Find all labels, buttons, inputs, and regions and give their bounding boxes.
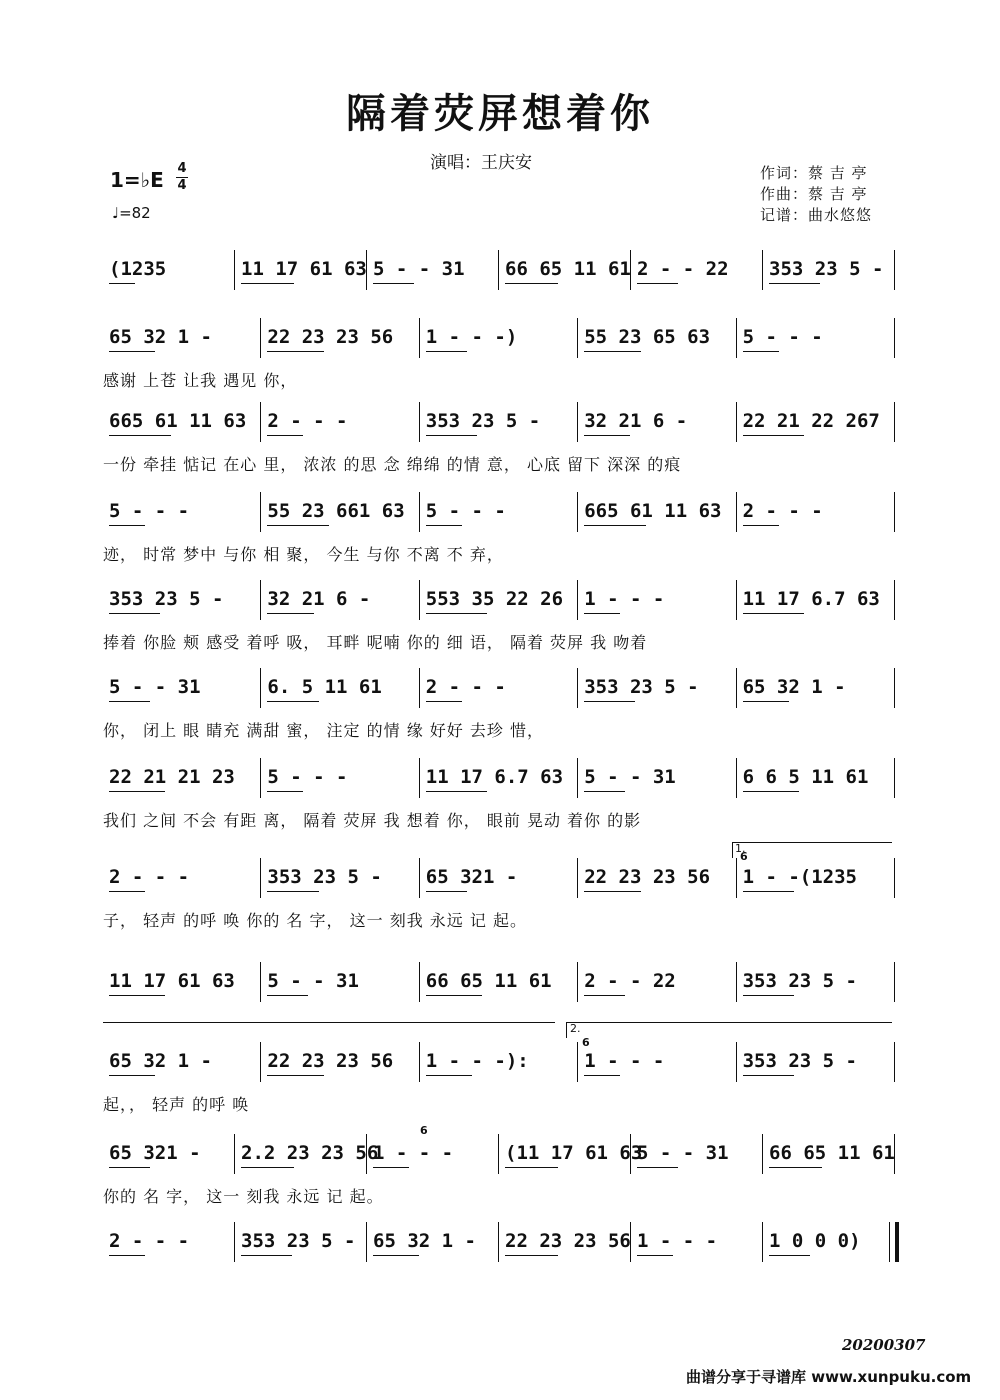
measure: 1 - - - [637,1230,718,1252]
barline [419,318,420,358]
measure: 2 - - 22 [584,970,676,992]
beam-underline [267,351,323,352]
barline [577,668,578,708]
measure: 55 23 65 63 [584,326,711,348]
beam-underline [267,791,303,792]
beam-underline [373,1255,419,1256]
beam-underline [769,1255,810,1256]
beam-underline [109,283,135,284]
score-line [103,758,895,858]
barline [894,962,895,1002]
beam-underline [109,525,145,526]
barline [498,250,499,290]
measure: 22 23 23 56 [267,326,394,348]
barline [736,402,737,442]
measure: 1 - -(1235 [742,866,857,888]
barline [894,580,895,620]
beam-underline [109,1255,145,1256]
beam-underline [267,701,318,702]
grace-note-mark: 6 [420,1124,428,1137]
barline [630,1134,631,1174]
beam-underline [505,1167,558,1168]
measure: 1 - - - [584,588,665,610]
measure: 353 23 5 - [241,1230,356,1252]
barline [736,962,737,1002]
beam-underline [109,701,150,702]
barline [762,1222,763,1262]
measure: 353 23 5 - [109,588,224,610]
measure: 5 - - 31 [373,258,465,280]
beam-underline [769,1167,822,1168]
lyricist-credit: 作词：蔡 吉 亭 [760,164,868,182]
measure: 5 - - 31 [637,1142,729,1164]
beam-underline [743,891,794,892]
barline [234,1134,235,1174]
barline [894,1134,895,1174]
beam-underline [241,1167,294,1168]
measure: 11 17 6.7 63 [742,588,880,610]
barline [577,402,578,442]
beam-underline [584,1075,620,1076]
notes-row [103,668,895,708]
beam-underline [584,525,646,526]
barline [894,858,895,898]
beam-underline [373,283,414,284]
barline [260,1042,261,1082]
score-line [103,492,895,592]
measure: 353 23 5 - [584,676,699,698]
barline [260,580,261,620]
lyric-line: 子， 轻声 的呼 唤 你的 名 字， 这一 刻我 永远 记 起。 [103,911,527,930]
measure: 11 17 61 63 [109,970,235,992]
barline [260,318,261,358]
key-signature: 1=♭E [110,168,164,192]
measure: 2 - - - [109,866,190,888]
lyric-line: 你的 名 字， 这一 刻我 永远 记 起。 [103,1187,384,1206]
barline [577,962,578,1002]
measure: (11 17 61 63 [505,1142,643,1164]
barline [260,758,261,798]
measure: 65 32 1 - [109,1050,212,1072]
beam-underline [241,1255,292,1256]
barline [762,250,763,290]
beam-underline [109,435,171,436]
measure: 353 23 5 - [742,970,857,992]
measure: 11 17 6.7 63 [425,766,564,788]
time-signature-top: 4 [177,161,187,176]
score-line [103,402,895,502]
measure: 65 32 1 - [109,326,212,348]
notation-credit: 记谱：曲水悠悠 [760,206,873,224]
beam-underline [109,891,145,892]
measure: 353 23 5 - [742,1050,857,1072]
measure: 11 17 61 63 [241,258,367,280]
notes-row [103,758,895,798]
measure: 2 - - - [742,500,823,522]
notes-row [103,962,895,1002]
measure: 353 23 5 - [769,258,884,280]
measure: 6. 5 11 61 [267,676,382,698]
measure: 1 0 0 0) [769,1230,861,1252]
barline [736,492,737,532]
score-line [103,858,895,958]
beam-underline [743,791,799,792]
measure: 353 23 5 - [425,410,541,432]
notes-row [103,318,895,358]
notes-row [103,1042,895,1082]
beam-underline [109,613,160,614]
barline [736,1042,737,1082]
measure: 2 - - - [109,1230,190,1252]
singer-credit: 演唱：王庆安 [430,153,532,173]
barline [419,758,420,798]
time-signature-bottom: 4 [177,178,187,193]
volta-bracket-second [566,1022,892,1023]
measure: 2 - - - [425,676,506,698]
lyric-line: 我们 之间 不会 有距 离， 隔着 荧屏 我 想着 你， 眼前 晃动 着你 的影 [103,811,642,830]
barline [366,1134,367,1174]
beam-underline [426,891,467,892]
repeat-bracket-line [103,1022,555,1023]
barline [577,580,578,620]
lyric-line: 捧着 你脸 颊 感受 着呼 吸， 耳畔 呢喃 你的 细 语， 隔着 荧屏 我 吻着 [103,633,648,652]
beam-underline [743,613,805,614]
barline [366,1222,367,1262]
time-signature [176,162,188,193]
beam-underline [505,283,558,284]
lyric-line: 起，， 轻声 的呼 唤 [103,1095,250,1114]
measure: 2 - - 22 [637,258,729,280]
barline [894,492,895,532]
measure: 665 61 11 63 [109,410,247,432]
barline [894,250,895,290]
volta-label-first: 1. [735,842,746,855]
barline [577,758,578,798]
beam-underline [426,351,467,352]
measure: 5 - - 31 [109,676,201,698]
beam-underline [267,891,318,892]
measure: 65 321 - [425,866,518,888]
beam-underline [241,283,294,284]
barline [498,1222,499,1262]
measure: 22 21 21 23 [109,766,235,788]
barline [366,250,367,290]
barline [736,858,737,898]
lyric-line: 感谢 上苍 让我 遇见 你， [103,371,298,390]
notes-row [103,1222,895,1262]
barline [498,1134,499,1174]
volta-bracket-second-edge [566,1022,567,1038]
notes-row [103,492,895,532]
measure: 5 - - - [267,766,348,788]
barline [894,318,895,358]
measure: 353 23 5 - [267,866,382,888]
grace-note-mark: 6 [740,850,748,863]
volta-bracket-first-edge [732,842,733,858]
beam-underline [109,1167,150,1168]
barline [894,758,895,798]
barline [419,668,420,708]
barline [894,1042,895,1082]
barline [260,668,261,708]
beam-underline [769,283,820,284]
beam-underline [743,351,779,352]
measure: 5 - - - [742,326,823,348]
measure: 32 21 6 - [267,588,371,610]
measure: 5 - - - [425,500,506,522]
volta-bracket-first [732,842,892,843]
beam-underline [743,435,805,436]
barline [419,962,420,1002]
barline [260,858,261,898]
barline [419,858,420,898]
barline [260,492,261,532]
score-line [103,1042,895,1142]
barline [234,250,235,290]
measure: 1 - - -) [425,326,518,348]
lyric-line: 你， 闭上 眼 睛充 满甜 蜜， 注定 的情 缘 好好 去珍 惜， [103,721,544,740]
measure: 22 23 23 56 [505,1230,631,1252]
beam-underline [267,435,303,436]
beam-underline [637,1167,678,1168]
measure: 65 32 1 - [742,676,846,698]
lyric-line: 迹， 时常 梦中 与你 相 聚， 今生 与你 不离 不 弃， [103,545,504,564]
tempo-marking: ♩=82 [112,204,151,222]
measure: 665 61 11 63 [584,500,722,522]
beam-underline [426,435,477,436]
barline [419,402,420,442]
measure: 22 23 23 56 [267,1050,394,1072]
beam-underline [109,791,165,792]
barline [630,250,631,290]
barline [260,962,261,1002]
barline [419,580,420,620]
final-barline [889,1222,899,1262]
beam-underline [426,791,488,792]
composer-credit: 作曲：蔡 吉 亭 [760,185,868,203]
beam-underline [584,791,625,792]
beam-underline [426,525,462,526]
beam-underline [584,351,640,352]
measure: 22 23 23 56 [584,866,711,888]
measure: 2.2 23 23 56 [241,1142,379,1164]
beam-underline [267,1075,323,1076]
barline [577,492,578,532]
beam-underline [426,613,488,614]
measure: 1 - - - [373,1142,454,1164]
volta-label-second: 2. [570,1022,581,1035]
page-title: 隔着荧屏想着你 [346,90,654,137]
measure: 1 - - - [584,1050,665,1072]
beam-underline [505,1255,558,1256]
beam-underline [743,1075,794,1076]
barline [736,318,737,358]
measure: 66 65 11 61 [505,258,631,280]
score-line [103,580,895,680]
beam-underline [743,525,779,526]
score-line [103,668,895,768]
barline [736,758,737,798]
measure: 22 21 22 267 [742,410,880,432]
beam-underline [584,891,640,892]
measure: 65 321 - [109,1142,201,1164]
score-line [103,1134,895,1234]
beam-underline [637,1255,673,1256]
beam-underline [584,435,630,436]
barline [260,402,261,442]
measure: 65 32 1 - [373,1230,476,1252]
beam-underline [267,995,308,996]
beam-underline [426,701,462,702]
beam-underline [584,701,635,702]
measure: 6 6 5 11 61 [742,766,869,788]
beam-underline [743,701,789,702]
notes-row [103,402,895,442]
score-line [103,1222,895,1322]
beam-underline [267,613,313,614]
barline [736,580,737,620]
beam-underline [426,995,482,996]
measure: 5 - - 31 [267,970,359,992]
barline [234,1222,235,1262]
lyric-line: 一份 牵挂 惦记 在心 里， 浓浓 的思 念 绵绵 的情 意， 心底 留下 深深 的痕 [103,455,682,474]
notes-row [103,580,895,620]
measure: 5 - - - [109,500,190,522]
notes-row [103,1134,895,1174]
barline [762,1134,763,1174]
beam-underline [637,283,678,284]
barline [419,1042,420,1082]
measure: 66 65 11 61 [769,1142,895,1164]
measure: 2 - - - [267,410,348,432]
measure: 55 23 661 63 [267,500,405,522]
beam-underline [743,995,794,996]
barline [419,492,420,532]
beam-underline [109,1075,155,1076]
measure: 32 21 6 - [584,410,688,432]
barline [736,668,737,708]
measure: 553 35 22 26 [425,588,564,610]
notes-row [103,858,895,898]
beam-underline [109,351,155,352]
barline [577,318,578,358]
measure: 1 - - -): [425,1050,529,1072]
measure: (1235 [109,258,167,280]
beam-underline [373,1167,409,1168]
measure: 66 65 11 61 [425,970,552,992]
barline [577,858,578,898]
barline [577,1042,578,1082]
barline [894,402,895,442]
grace-note-mark: 6 [582,1036,590,1049]
barline [630,1222,631,1262]
beam-underline [267,525,329,526]
measure: 5 - - 31 [584,766,676,788]
date-stamp: 20200307 [842,1336,926,1354]
notes-row [103,250,895,290]
beam-underline [109,995,165,996]
barline [894,668,895,708]
beam-underline [584,995,625,996]
beam-underline [584,613,620,614]
beam-underline [426,1075,472,1076]
footer-credit: 曲谱分享于寻谱库 www.xunpuku.com [686,1368,972,1386]
